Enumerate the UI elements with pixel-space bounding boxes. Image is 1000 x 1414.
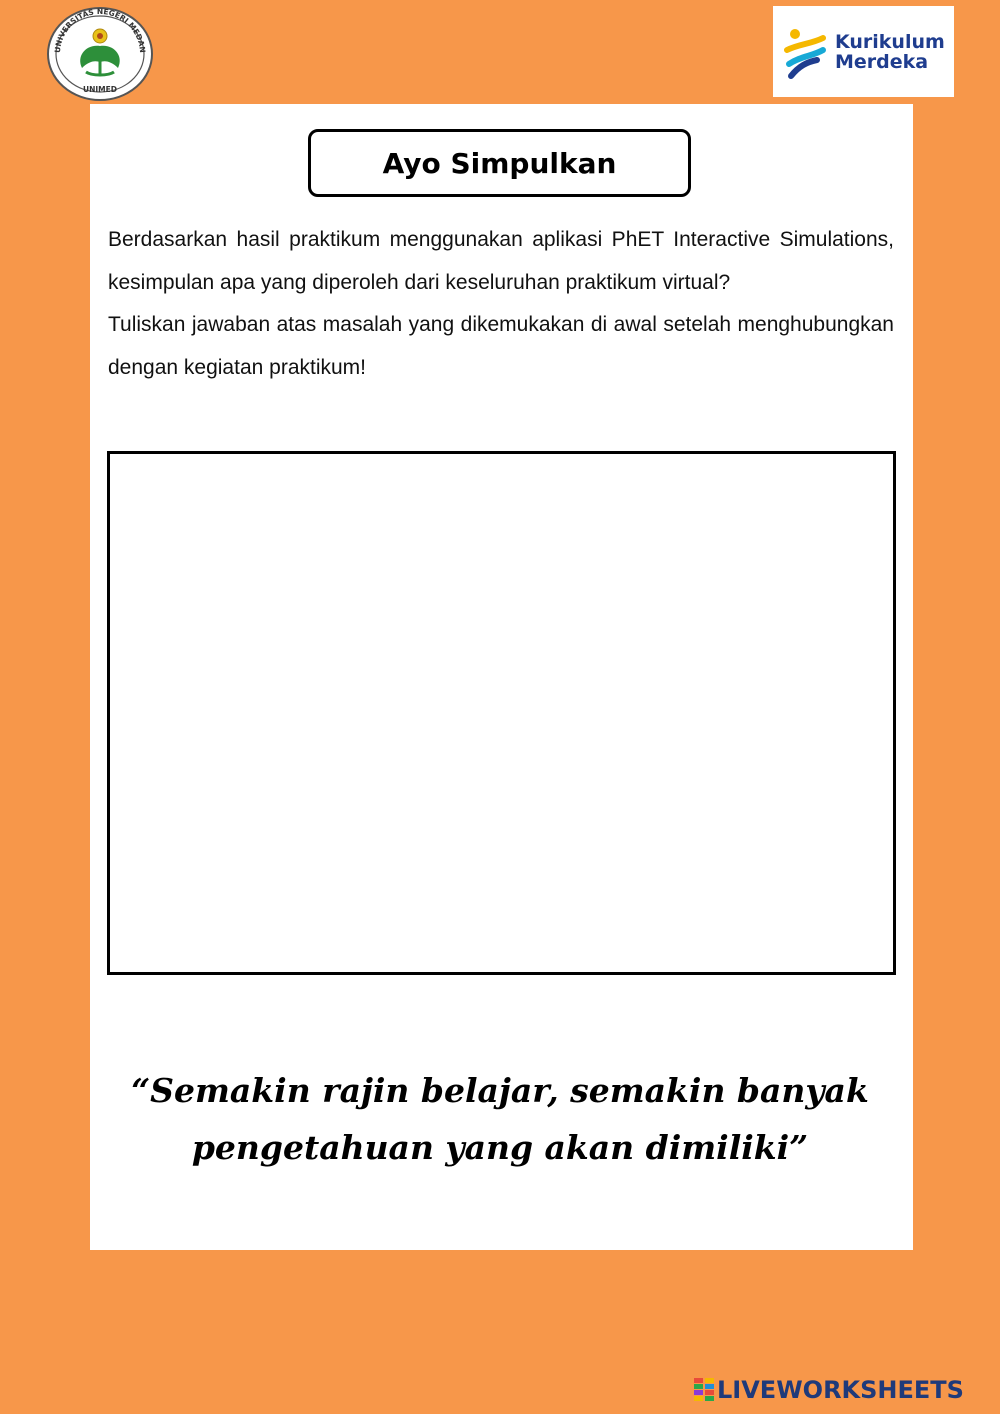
unimed-logo xyxy=(46,6,154,102)
quote-line-2: pengetahuan yang akan dimiliki” xyxy=(191,1128,809,1167)
kurikulum-merdeka-mark-icon xyxy=(783,22,829,82)
unimed-bottom-text: UNIMED xyxy=(83,85,117,94)
answer-box[interactable] xyxy=(107,451,896,975)
instruction-text xyxy=(108,219,894,389)
kurikulum-text: Kurikulum xyxy=(835,30,945,53)
liveworksheets-text: LIVEWORKSHEETS xyxy=(717,1376,964,1404)
worksheet-card xyxy=(90,104,913,1250)
answer-input[interactable] xyxy=(120,464,883,962)
merdeka-text: Merdeka xyxy=(835,50,929,73)
quote-line-1: “Semakin rajin belajar, semakin banyak xyxy=(131,1071,869,1110)
liveworksheets-icon xyxy=(693,1377,715,1403)
instruction-paragraph-2: Tuliskan jawaban atas masalah yang dikemukakan di awal setelah menghubungkan dengan kegiatan praktikum! xyxy=(108,313,894,379)
liveworksheets-brand[interactable] xyxy=(693,1375,964,1405)
motivational-quote xyxy=(130,1062,870,1176)
title-box xyxy=(308,129,691,197)
worksheet-title: Ayo Simpulkan xyxy=(382,146,617,180)
instruction-paragraph-1: Berdasarkan hasil praktikum menggunakan aplikasi PhET Interactive Simulations, kesimpulan apa yang diperoleh dari keseluruhan praktikum virtual? xyxy=(108,228,894,294)
unimed-ring-text: UNIVERSITAS NEGERI MEDAN xyxy=(52,6,148,54)
kurikulum-merdeka-logo xyxy=(773,6,954,97)
